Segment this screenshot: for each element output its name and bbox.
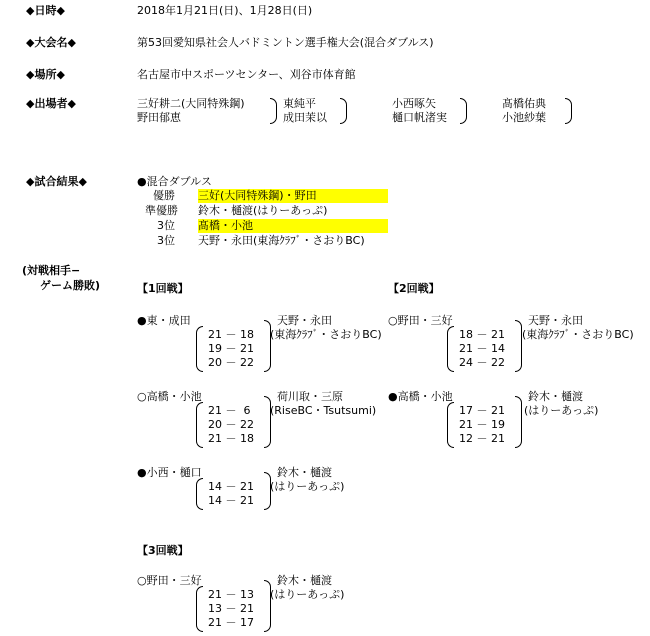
match-opponent-club: (RiseBC・Tsutsumi) — [270, 404, 377, 417]
results-category: ●混合ダブルス — [137, 175, 212, 188]
match-opponent: 鈴木・樋渡 — [277, 574, 332, 587]
score-bracket — [264, 320, 271, 372]
score-bracket — [264, 472, 271, 510]
venue-label: ◆場所◆ — [26, 68, 65, 81]
match-team: ○野田・三好 — [388, 314, 453, 327]
match-team: ●小西・樋口 — [137, 466, 202, 479]
match-opponent: 荷川取・三原 — [277, 390, 343, 403]
event-label: ◆大会名◆ — [26, 36, 76, 49]
score-bracket — [264, 580, 271, 632]
venue-value: 名古屋市中スポーツセンター、刈谷市体育館 — [137, 68, 356, 81]
score-bracket — [515, 396, 522, 448]
date-label: ◆日時◆ — [26, 4, 65, 17]
date-value: 2018年1月21日(日)、1月28日(日) — [137, 4, 313, 17]
game-score: 14 － 21 — [208, 494, 254, 507]
player-name: 三好耕二(大同特殊鋼) — [137, 97, 245, 110]
game-score: 20 － 22 — [208, 418, 254, 431]
player-name: 小西啄矢 — [392, 97, 436, 110]
game-score: 12 － 21 — [459, 432, 505, 445]
score-bracket — [196, 586, 203, 632]
score-bracket — [447, 326, 454, 372]
game-score: 19 － 21 — [208, 342, 254, 355]
round-1-label: 【1回戦】 — [137, 282, 189, 295]
result-team-winner: 三好(大同特殊鋼)・野田 — [198, 189, 388, 203]
player-bracket — [340, 98, 347, 124]
player-name: 髙橋佑典 — [502, 97, 546, 110]
game-score: 21 － 18 — [208, 432, 254, 445]
game-score: 14 － 21 — [208, 480, 254, 493]
result-team: 天野・永田(東海ｸﾗﾌﾞ・さおりBC) — [198, 234, 365, 247]
match-opponent-club: (はりーあっぷ) — [270, 480, 345, 493]
game-score: 20 － 22 — [208, 356, 254, 369]
game-score: 21 － 6 — [208, 404, 251, 417]
score-bracket — [515, 320, 522, 372]
round-2-label: 【2回戦】 — [388, 282, 440, 295]
result-place: 3位 — [157, 219, 175, 232]
match-team: ●東・成田 — [137, 314, 191, 327]
game-score: 13 － 21 — [208, 602, 254, 615]
result-place: 優勝 — [153, 189, 175, 202]
player-name: 樋口帆渚実 — [392, 111, 447, 124]
match-team: ●高橋・小池 — [388, 390, 453, 403]
game-score: 21 － 18 — [208, 328, 254, 341]
match-opponent: 天野・永田 — [528, 314, 583, 327]
player-bracket — [565, 98, 572, 124]
match-opponent-club: (はりーあっぷ) — [524, 404, 599, 417]
game-score: 21 － 17 — [208, 616, 254, 629]
score-bracket — [264, 396, 271, 448]
match-opponent-club: (はりーあっぷ) — [270, 588, 345, 601]
round-3-label: 【3回戦】 — [137, 544, 189, 557]
player-name: 小池紗葉 — [502, 111, 546, 124]
score-bracket — [196, 402, 203, 448]
event-value: 第53回愛知県社会人バドミントン選手権大会(混合ダブルス) — [137, 36, 434, 49]
players-label: ◆出場者◆ — [26, 97, 76, 110]
game-score: 21 － 13 — [208, 588, 254, 601]
match-opponent: 鈴木・樋渡 — [277, 466, 332, 479]
player-bracket — [460, 98, 467, 124]
score-bracket — [196, 326, 203, 372]
game-score: 24 － 22 — [459, 356, 505, 369]
player-name: 成田茉以 — [283, 111, 327, 124]
match-opponent-club: (東海ｸﾗﾌﾞ・さおりBC) — [522, 328, 634, 341]
result-team-third: 髙橋・小池 — [198, 219, 388, 233]
score-bracket — [447, 402, 454, 448]
score-bracket — [196, 478, 203, 510]
game-score: 21 － 14 — [459, 342, 505, 355]
player-name: 野田郁恵 — [137, 111, 181, 124]
match-opponent-club: (東海ｸﾗﾌﾞ・さおりBC) — [270, 328, 382, 341]
results-label: ◆試合結果◆ — [26, 175, 87, 188]
opponent-note-line2: ゲーム勝敗) — [40, 279, 101, 292]
player-bracket — [270, 98, 277, 124]
match-opponent: 鈴木・樋渡 — [528, 390, 583, 403]
game-score: 21 － 19 — [459, 418, 505, 431]
result-team: 鈴木・樋渡(はりーあっぷ) — [198, 204, 328, 217]
player-name: 東純平 — [283, 97, 316, 110]
result-place: 3位 — [157, 234, 175, 247]
match-team: ○野田・三好 — [137, 574, 202, 587]
result-place: 準優勝 — [145, 204, 178, 217]
opponent-note-line1: (対戦相手− — [22, 264, 81, 277]
game-score: 18 － 21 — [459, 328, 505, 341]
match-team: ○高橋・小池 — [137, 390, 202, 403]
match-opponent: 天野・永田 — [277, 314, 332, 327]
game-score: 17 － 21 — [459, 404, 505, 417]
